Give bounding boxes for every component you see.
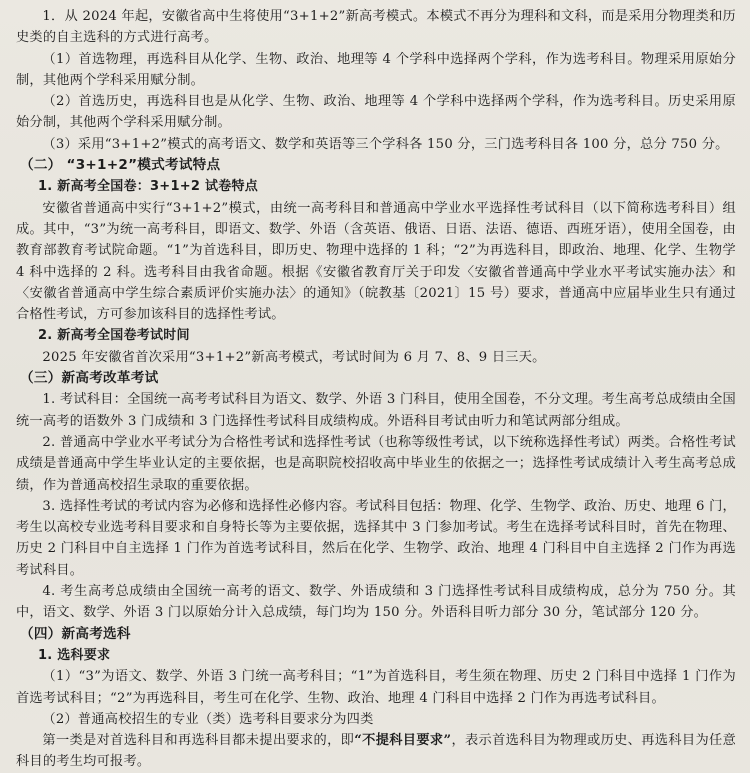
paragraph-requirement-types: （2）普通高校招生的专业（类）选考科目要求分为四类 (42, 711, 374, 727)
type-one-text: 第一类是对首选科目和再选科目都未提出要求的，即 (42, 733, 355, 749)
section-heading-4: （四）新高考选科 (20, 625, 131, 642)
paragraph-total-score: 4. 考生高考总成绩由全国统一高考的语文、数学、外语成绩和 3 门选择性考试科目成绩构成，总分为 750 分。其中，语文、数学、外语 3 门以原始分计入总成绩，每门均为 150 分。外语科目听力部分 30 分，笔试部分 120 分。 (16, 584, 736, 621)
section-heading-2: （二） “3+1+2”模式考试特点 (20, 157, 221, 174)
paragraph-1: 1．从 2024 年起，安徽省高中生将使用“3+1+2”新高考模式。本模式不再分为理科和文科，而是采用分物理类和历史类的自主选科的方式进行高考。 (16, 9, 736, 46)
paragraph-proficiency-tests: 2. 普通高中学业水平考试分为合格性考试和选择性考试（也称等级性考试，以下统称选择性考试）两类。合格性考试成绩是普通高中学生毕业认定的主要依据，也是高职院校招收高中毕业生的依据之一；选择性考试成绩计入考生高考总成绩，作为普通高校招生录取的重要依据。 (16, 434, 736, 493)
paragraph-history-track: （2）首选历史，再选科目也是从化学、生物、政治、地理等 4 个学科中选择两个学科，作为选考科目。历史采用原始分制，其他两个学科采用赋分制。 (16, 94, 736, 131)
section-heading-3: （三）新高考改革考试 (20, 370, 159, 387)
subheading-selection-requirements: 1. 选科要求 (38, 647, 111, 663)
paragraph-type-one (16, 730, 736, 773)
paragraph-score-total: （3）采用“3+1+2”模式的高考语文、数学和英语等三个学科各 150 分，三门选考科目各 100 分，总分 750 分。 (42, 136, 729, 152)
paragraph-selection-rules: （1）“3”为语文、数学、外语 3 门统一高考科目；“1”为首选科目，考生须在物理、历史 2 门科目中选择 1 门作为首选考试科目；“2”为再选科目，考生可在化学、生物、政治、地理 4 门科目中选择 2 门作为再选考试科目。 (16, 669, 736, 706)
type-one-text-end: ，表示首选科目为物理或历史、再选科目为任意科目的考生均可报考。 (16, 733, 737, 770)
paragraph-exam-subjects: 1. 考试科目：全国统一高考考试科目为语文、数学、外语 3 门科目，使用全国卷，不分文理。考生高考总成绩由全国统一高考的语数外 3 门成绩和 3 门选择性考试科目成绩构成。外语科目考试由听力和笔试两部分组成。 (16, 392, 736, 429)
paragraph-exam-dates: 2025 年安徽省首次采用“3+1+2”新高考模式，考试时间为 6 月 7、8、9 日三天。 (42, 349, 546, 365)
subheading-exam-time: 2. 新高考全国卷考试时间 (38, 328, 190, 344)
no-subject-requirement-emphasis: “不提科目要求” (354, 733, 452, 749)
subheading-exam-features: 1. 新高考全国卷：3+1+2 试卷特点 (38, 179, 258, 195)
paragraph-mode-description: 安徽省普通高中实行“3+1+2”模式，由统一高考科目和普通高中学业水平选择性考试科目（以下简称选考科目）组成。其中，“3”为统一高考科目，即语文、数学、外语（含英语、俄语、日语、法语、德语、西班牙语），使用全国卷，由教育部教育考试院命题。“1”为首选科目，即历史、物理中选择的 1 科；“2”为再选科目，即政治、地理、化学、生物学 4 科中选择的 2 科。选考科目由我省命题。根据《安徽省教育厅关于印发〈安徽省普通高中学业水平考试实施办法〉和〈安徽省普通高中学生综合素质评价实施办法〉的通知》（皖教基〔2021〕15 号）要求，普通高中应届毕业生只有通过合格性考试，方可参加该科目的选择性考试。 (16, 200, 736, 323)
paragraph-physics-track: （1）首选物理，再选科目从化学、生物、政治、地理等 4 个学科中选择两个学科，作为选考科目。物理采用原始分制，其他两个学科采用赋分制。 (16, 51, 736, 88)
paragraph-elective-content: 3. 选择性考试的考试内容为必修和选择性必修内容。考试科目包括：物理、化学、生物学、政治、历史、地理 6 门，考生以高校专业选考科目要求和自身特长等为主要依据，选择其中 3 门参加考试。考生在选择考试科目时，首先在物理、历史 2 门科目中自主选择 1 门作为首选考试科目，然后在化学、生物学、政治、地理 4 门科目中自主选择 2 门作为再选考试科目。 (16, 498, 736, 578)
